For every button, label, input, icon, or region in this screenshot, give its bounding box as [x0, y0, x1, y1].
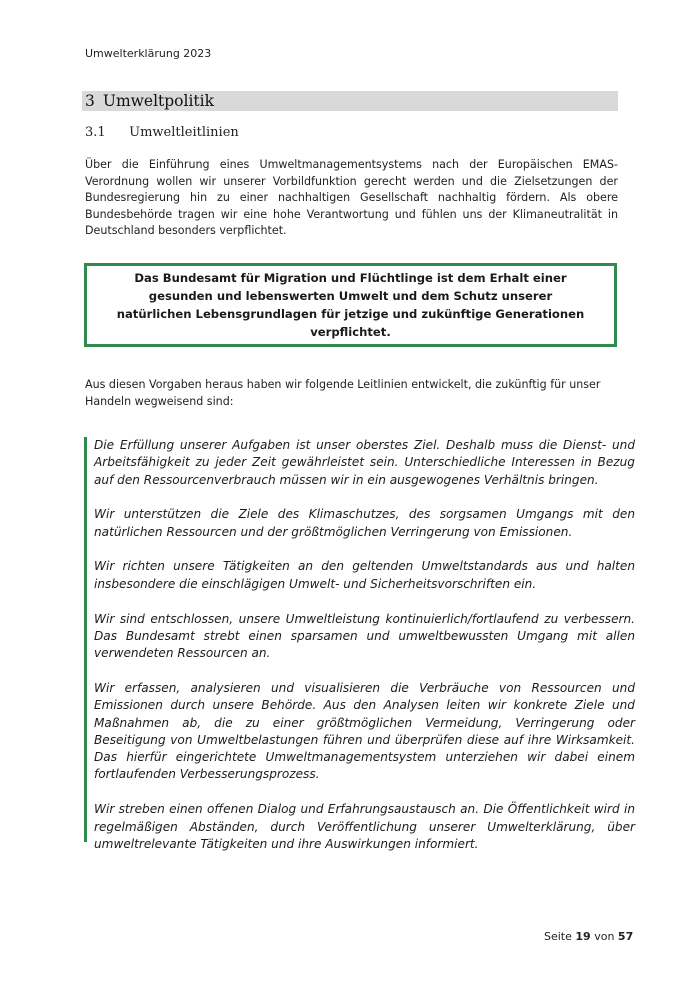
guidelines-list	[84, 437, 635, 851]
mission-callout-text: Das Bundesamt für Migration und Flüchtlinge ist dem Erhalt einer gesunden und lebenswerten Umwelt und dem Schutz unserer natürlichen Lebensgrundlagen für jetzige und zukünftige Generationen verpflichtet.	[116, 271, 585, 339]
guideline-item: Wir sind entschlossen, unsere Umweltleistung kontinuierlich/fortlaufend zu verbessern. Das Bundesamt strebt einen sparsamen und umweltbewussten Umgang mit allen verwendeten Ressourcen an.	[94, 611, 635, 661]
guideline-item: Wir unterstützen die Ziele des Klimaschutzes, des sorgsamen Umgangs mit den natürlichen Ressourcen und der größtmöglichen Verringerung von Emissionen.	[94, 507, 635, 539]
subsection-title: Umweltleitlinien	[129, 125, 239, 140]
subsection-number: 3.1	[85, 125, 106, 140]
page-number	[544, 930, 633, 943]
subsection-heading	[85, 125, 239, 140]
section-title: Umweltpolitik	[102, 92, 215, 110]
guideline-item: Die Erfüllung unserer Aufgaben ist unser oberstes Ziel. Deshalb muss die Dienst- und Arbeitsfähigkeit zu jeder Zeit gewährleistet sein. Unterschiedliche Interessen in Bezug auf den Ressourcenverbrauch müssen wir in ein ausgewogenes Verhältnis bringen.	[94, 438, 635, 487]
guideline-item: Wir erfassen, analysieren und visualisieren die Verbräuche von Ressourcen und Emissionen durch unsere Behörde. Aus den Analysen leiten wir konkrete Ziele und Maßnahmen ab, die zu einer größtmöglichen Vermeidung, Verringerung oder Beseitigung von Umweltbelastungen führen und überprüfen diese auf ihre Wirksamkeit. Das hierfür eingerichtete Umweltmanagementsystem unterziehen wir dabei einem fortlaufenden Verbesserungsprozess.	[94, 680, 635, 782]
section-number: 3	[85, 92, 95, 110]
document-header-title: Umwelterklärung 2023	[85, 47, 212, 60]
intro-paragraph: Über die Einführung eines Umweltmanagementsystems nach der Europäischen EMAS-Verordnung wollen wir unserer Vorbildfunktion gerecht werden und die Zielsetzungen der Bundesregierung hin zu einer nachhaltigen Gesellschaft nachhaltig fördern. Als obere Bundesbehörde tragen wir eine hohe Verantwortung und fühlen uns der Klimaneutralität in Deutschland besonders verpflichtet.	[85, 158, 618, 237]
lead-paragraph: Aus diesen Vorgaben heraus haben wir folgende Leitlinien entwickelt, die zukünftig für unser Handeln wegweisend sind:	[85, 378, 601, 408]
page-prefix: Seite	[544, 930, 572, 943]
section-heading	[82, 91, 618, 111]
mission-callout-box	[84, 263, 617, 347]
page-current: 19	[575, 930, 591, 943]
page-separator: von	[594, 930, 615, 943]
page-total: 57	[617, 930, 634, 943]
guideline-item: Wir streben einen offenen Dialog und Erfahrungsaustausch an. Die Öffentlichkeit wird in regelmäßigen Abständen, durch Veröffentlichung unserer Umwelterklärung, über umweltrelevante Tätigkeiten und ihre Auswirkungen informiert.	[94, 802, 635, 851]
guideline-item: Wir richten unsere Tätigkeiten an den geltenden Umweltstandards aus und halten insbesondere die einschlägigen Umwelt- und Sicherheitsvorschriften ein.	[94, 559, 635, 591]
